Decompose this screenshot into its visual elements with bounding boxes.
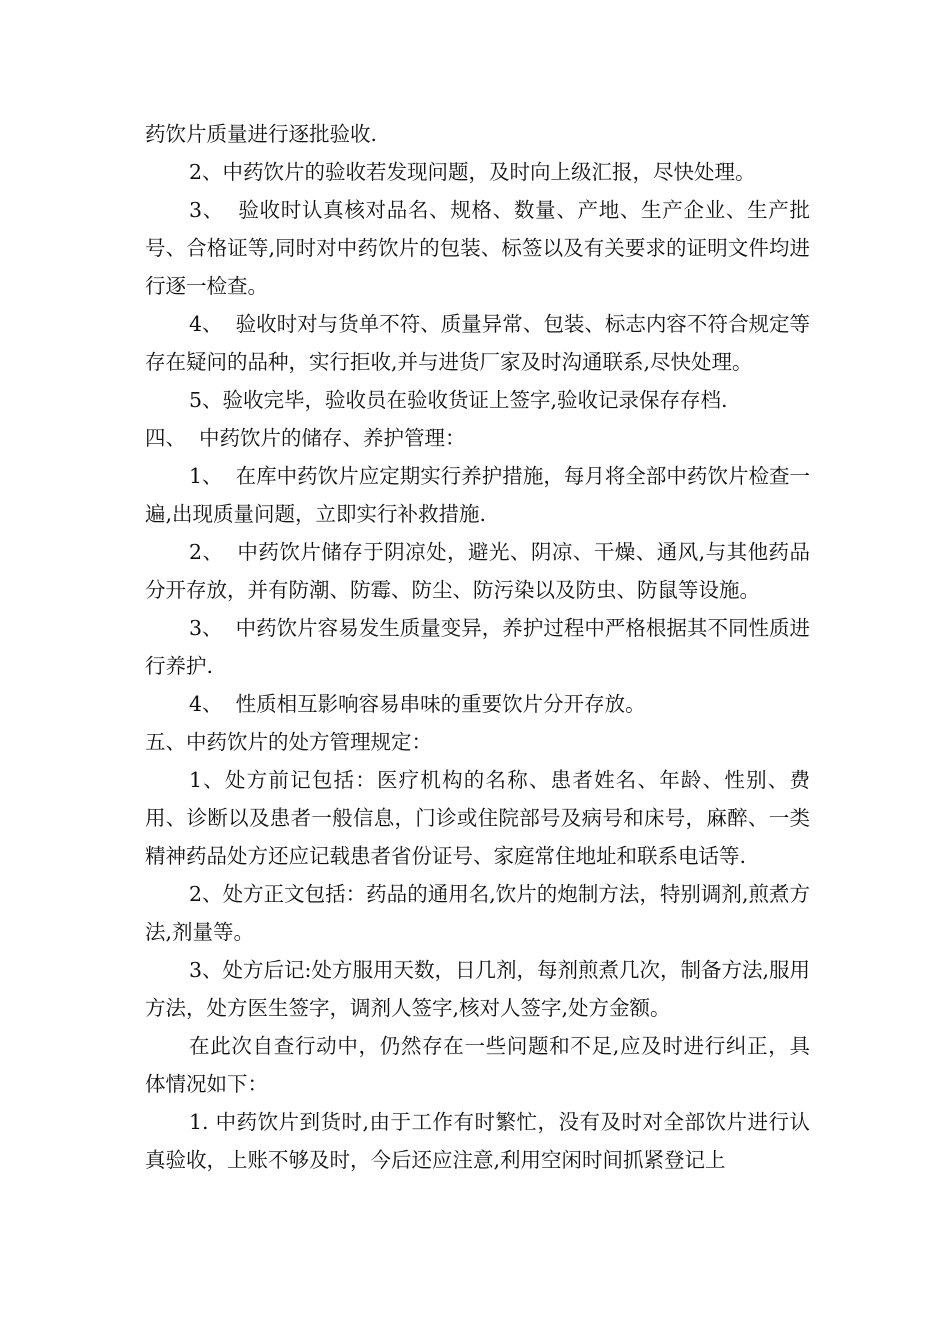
paragraph-item-3: 3、 验收时认真核对品名、规格、数量、产地、生产企业、生产批号、合格证等,同时对中药饮片的包装、标签以及有关要求的证明文件均进行逐一检查。 — [145, 198, 810, 298]
prescription-item-3: 3、处方后记:处方服用天数，日几剂，每剂煎煮几次，制备方法,服用方法，处方医生签字，调剂人签字,核对人签字,处方金额。 — [145, 958, 810, 1020]
prescription-item-2: 2、处方正文包括：药品的通用名,饮片的炮制方法，特别调剂,煎煮方法,剂量等。 — [145, 882, 810, 944]
paragraph-item-5: 5、验收完毕，验收员在验收货证上签字,验收记录保存存档. — [189, 388, 728, 412]
storage-item-2: 2、 中药饮片储存于阴凉处，避光、阴凉、干燥、通风,与其他药品分开存放，并有防潮、防霉、防尘、防污染以及防虫、防鼠等设施。 — [145, 540, 810, 602]
storage-item-4: 4、 性质相互影响容易串味的重要饮片分开存放。 — [189, 692, 646, 716]
document-body — [145, 115, 810, 1179]
section-heading-5: 五、中药饮片的处方管理规定： — [145, 730, 432, 754]
storage-item-3: 3、 中药饮片容易发生质量变异，养护过程中严格根据其不同性质进行养护. — [145, 616, 810, 678]
prescription-item-1: 1、处方前记包括：医疗机构的名称、患者姓名、年龄、性别、费用、诊断以及患者一般信息，门诊或住院部号及病号和床号，麻醉、一类精神药品处方还应记载患者省份证号、家庭常住地址和联系电话等. — [145, 768, 810, 868]
section-heading-4: 四、 中药饮片的储存、养护管理： — [145, 426, 466, 450]
issue-item-1: 1. 中药饮片到货时,由于工作有时繁忙，没有及时对全部饮片进行认真验收，上账不够及时，今后还应注意,利用空闲时间抓紧登记上 — [145, 1110, 810, 1172]
paragraph-continuation: 药饮片质量进行逐批验收. — [145, 122, 378, 146]
paragraph-item-4: 4、 验收时对与货单不符、质量异常、包装、标志内容不符合规定等存在疑问的品种，实行拒收,并与进货厂家及时沟通联系,尽快处理。 — [145, 312, 810, 374]
self-check-intro: 在此次自查行动中，仍然存在一些问题和不足,应及时进行纠正，具体情况如下： — [145, 1034, 810, 1096]
storage-item-1: 1、 在库中药饮片应定期实行养护措施，每月将全部中药饮片检查一遍,出现质量问题，立即实行补救措施. — [145, 464, 810, 526]
paragraph-item-2: 2、中药饮片的验收若发现问题，及时向上级汇报，尽快处理。 — [189, 160, 756, 184]
